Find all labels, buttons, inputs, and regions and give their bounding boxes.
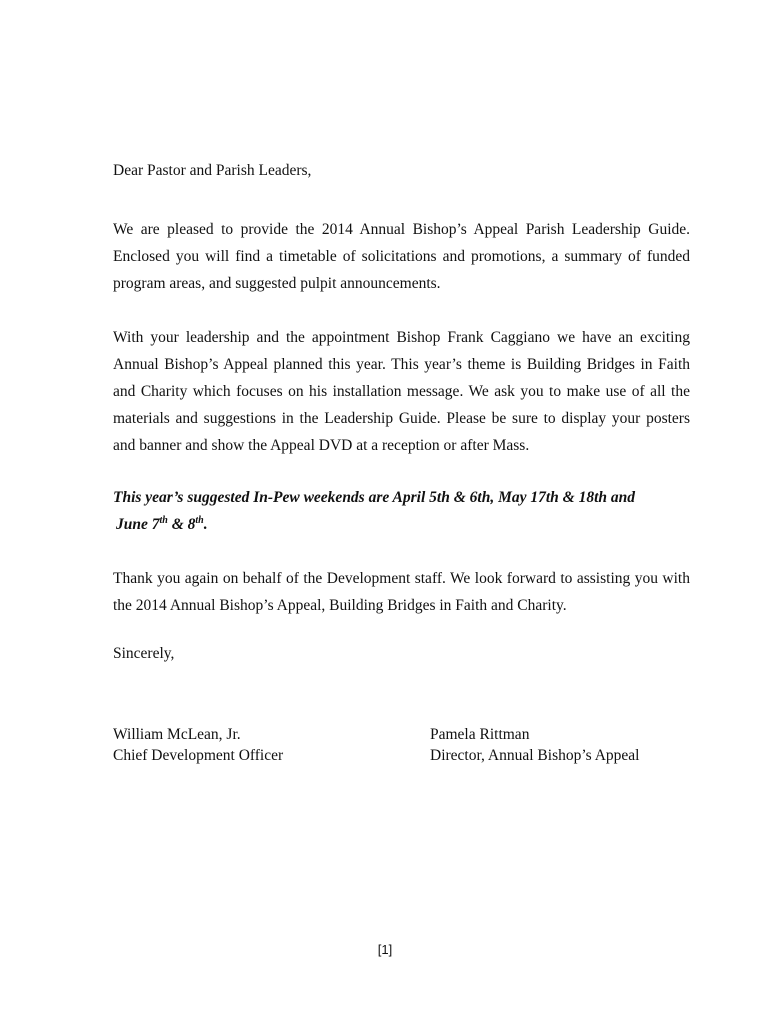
thank-you-paragraph: Thank you again on behalf of the Development staff. We look forward to assisting you with the 2014 Annual Bishop’s Appeal, Building Bridges in Faith and Charity. <box>113 570 690 614</box>
intro-paragraph: We are pleased to provide the 2014 Annual Bishop’s Appeal Parish Leadership Guide. Enclosed you will find a timetable of solicitations and promotions, a summary of funded program areas, and suggested pulpit announcements. <box>113 221 690 292</box>
signer-name: William McLean, Jr. <box>113 726 241 743</box>
closing: Sincerely, <box>113 645 175 662</box>
signer-title: Director, Annual Bishop’s Appeal <box>430 747 640 764</box>
signer-title: Chief Development Officer <box>113 747 284 764</box>
sentence-end: . <box>203 516 208 533</box>
in-pew-weekends-line1: This year’s suggested In-Pew weekends are April 5th & 6th, May 17th & 18th and <box>113 489 636 506</box>
leadership-paragraph: With your leadership and the appointment Bishop Frank Caggiano we have an exciting Annual Bishop’s Appeal planned this year. This year’s theme is Building Bridges in Faith and Charity which focuses on his installation message. We ask you to make use of all the materials and suggestions in the Leadership Guide. Please be sure to display your posters and banner and show the Appeal DVD at a reception or after Mass. <box>113 329 690 454</box>
in-pew-weekends-line2 <box>113 511 208 538</box>
signature-block-right <box>430 724 639 766</box>
salutation: Dear Pastor and Parish Leaders, <box>113 162 312 179</box>
june-date-second: & 8 <box>167 516 196 533</box>
page-number: [1] <box>377 942 393 957</box>
in-pew-weekends-notice <box>113 484 690 538</box>
ordinal-suffix: th <box>159 514 168 526</box>
june-date: June 7 <box>116 516 160 533</box>
signature-block-left <box>113 724 283 766</box>
ordinal-suffix: th <box>195 514 204 526</box>
signer-name: Pamela Rittman <box>430 726 530 743</box>
